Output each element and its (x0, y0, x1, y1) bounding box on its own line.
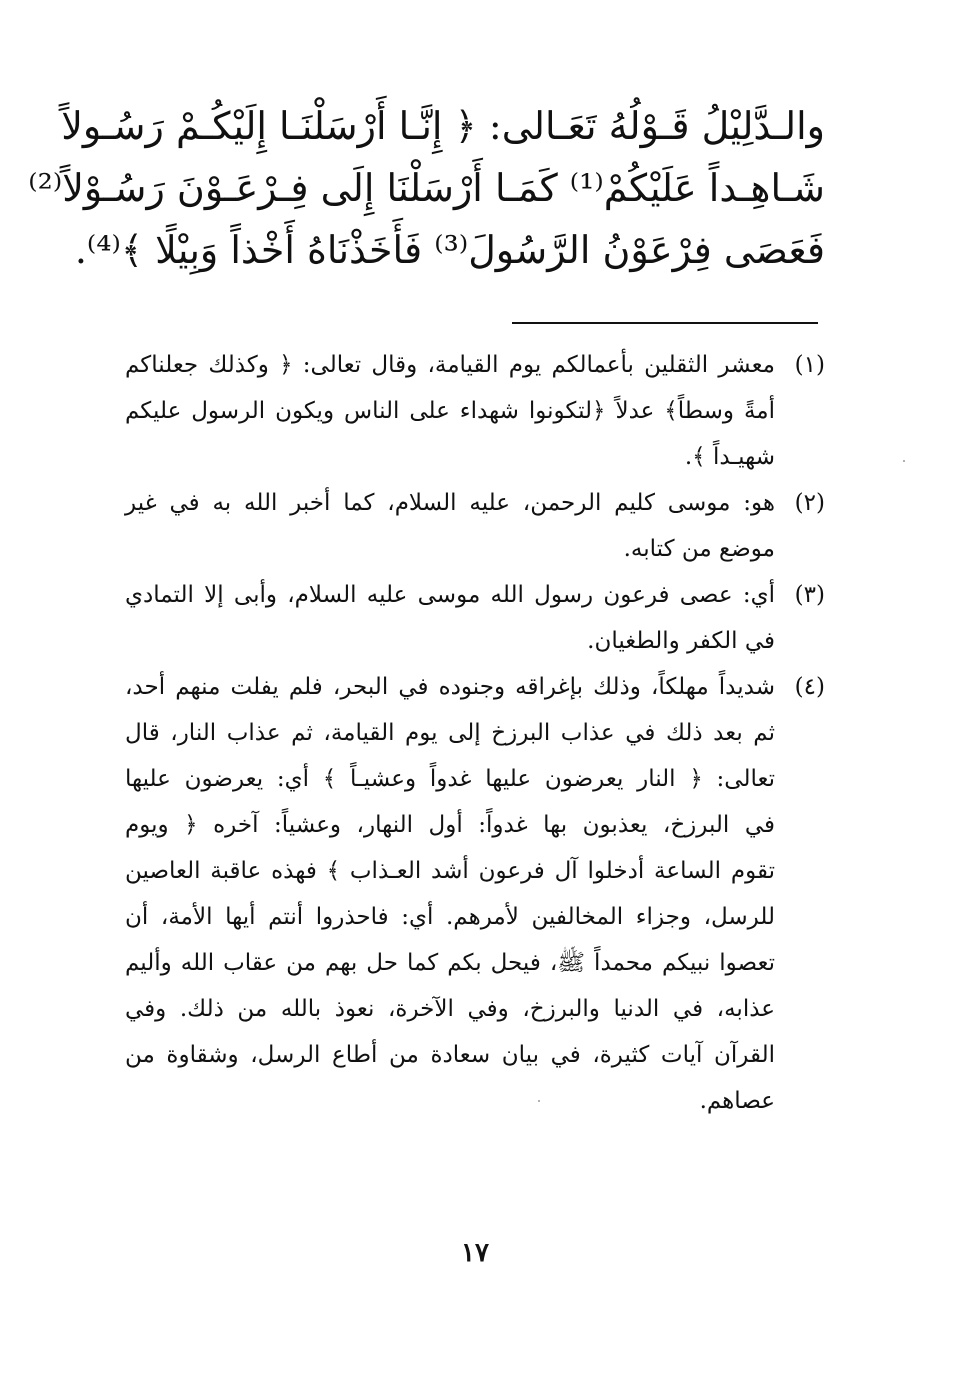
footnote-line: عصاهم. (699, 1088, 775, 1114)
footnote-line: تعالى: ﴿ النار يعرضون عليها غدواً وعشيـاً ﴾ أي: يعرضون عليها (125, 766, 775, 792)
scan-speck (903, 460, 905, 462)
footnote-body (125, 480, 775, 572)
footnote-line: في البرزخ، يعذبون بها غدواً: أول النهار، وعشياً: آخره ﴿ ويوم (125, 812, 775, 838)
page-number: ١٧ (461, 1238, 489, 1268)
footnotes-section (125, 342, 825, 1124)
footnote-line: أي: عصى فرعون رسول الله موسى عليه السلام، وأبى إلا التمادي (125, 582, 775, 608)
footnote-line: تعصوا نبيكم محمداً ﷺ، فيحل بكم كما حل بهم من عقاب الله وأليم (125, 950, 775, 976)
footnote-number: (٢) (794, 490, 825, 516)
footnote-line: القرآن آيات كثيرة، في بيان سعادة من أطاع الرسل، وشقاوة من (125, 1042, 775, 1068)
footnote-line: شديداً مهلكاً، وذلك بإغراقه وجنوده في البحر، فلم يفلت منهم أحد، (125, 674, 775, 700)
footnote-line: ثم بعد ذلك في عذاب البرزخ إلى يوم القيامة، ثم عذاب النار، قال (125, 720, 775, 746)
footnote-3 (125, 572, 825, 664)
footnote-number: (٤) (794, 674, 825, 700)
footnote-1 (125, 342, 825, 480)
footnote-line: للرسل، وجزاء المخالفين لأمرهم. أي: فاحذروا أنتم أيها الأمة، أن (125, 904, 775, 930)
footnote-line: شهيـداً ﴾. (684, 444, 775, 470)
footnote-2 (125, 480, 825, 572)
footnote-body (125, 342, 775, 480)
scan-speck (538, 1100, 540, 1102)
footnote-line: هو: موسى كليم الرحمن، عليه السلام، كما أخبر الله به في غير (125, 490, 775, 516)
main-text-line: والـدَّلِيْلُ قَـوْلُهُ تَعَـالى: ﴿ إِنَّـا أَرْسَلْنَـا إِلَيْكُـمْ رَسُـولاً (61, 104, 825, 148)
footnote-number: (١) (794, 352, 825, 378)
footnote-divider (512, 322, 818, 324)
footnote-body (125, 664, 775, 1124)
footnote-line: معشر الثقلين بأعمالكم يوم القيامة، وقال تعالى: ﴿ وكذلك جعلناكم (125, 352, 775, 378)
footnote-number: (٣) (794, 582, 825, 608)
main-text (28, 95, 825, 281)
footnote-line: عذابه، في الدنيا والبرزخ، وفي الآخرة، نعوذ بالله من ذلك. وفي (125, 996, 775, 1022)
main-text-line: فَعَصَى فِرْعَوْنُ الرَّسُولَ⁽³⁾ فَأَخَذْنَاهُ أَخْذاً وَبِيْلًا ﴾⁽⁴⁾. (74, 228, 825, 272)
footnote-4 (125, 664, 825, 1124)
footnote-line: تقوم الساعة أدخلوا آل فرعون أشد العـذاب ﴾ فهذه عاقبة العاصين (125, 858, 775, 884)
footnote-body (125, 572, 775, 664)
footnote-line: في الكفر والطغيان. (587, 628, 775, 654)
main-text-line: شَـاهِـداً عَلَيْكُمْ⁽¹⁾ كَمَـا أَرْسَلْنَا إِلَى فِـرْعَـوْنَ رَسُـوْلاً⁽²⁾ (28, 166, 825, 210)
footnote-line: أمةً وسطاً﴾ عدلاً ﴿لتكونوا شهداء على الناس ويكون الرسول عليكم (125, 398, 775, 424)
footnote-line: موضع من كتابه. (623, 536, 775, 562)
